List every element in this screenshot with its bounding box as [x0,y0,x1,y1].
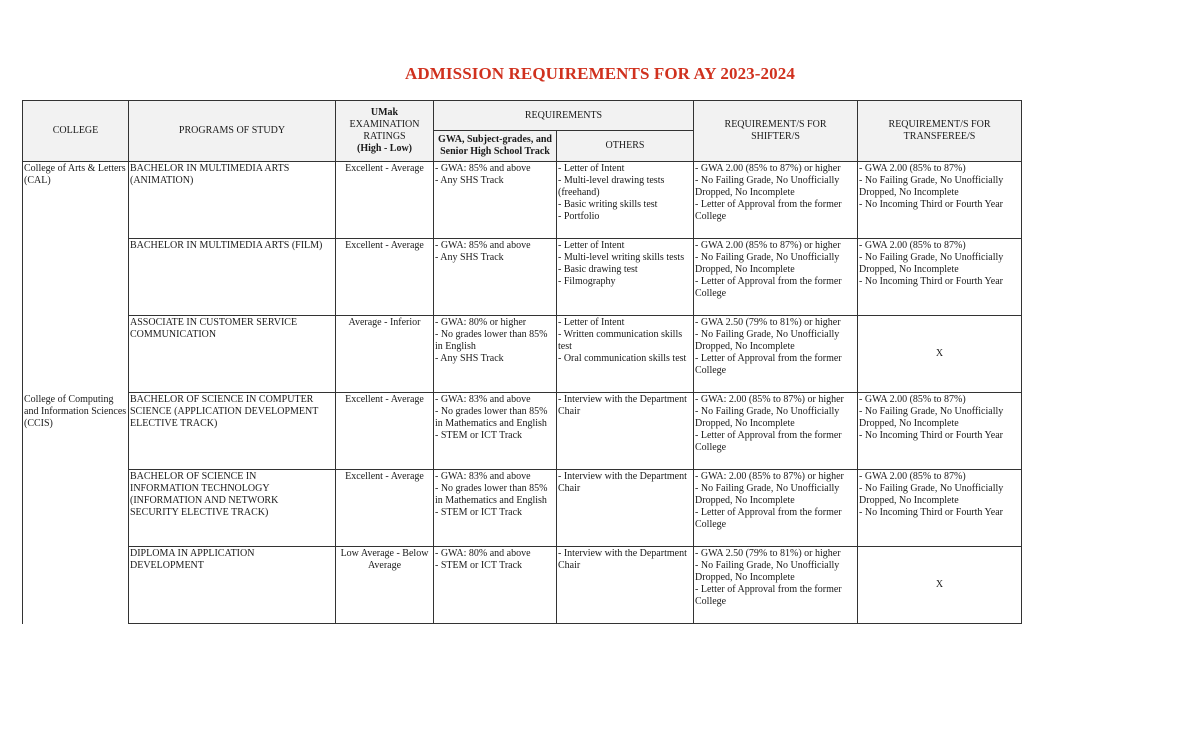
shifter-line: - GWA: 2.00 (85% to 87%) or higher [695,471,844,482]
program-line: DIPLOMA IN APPLICATION [130,548,255,559]
gwa-cell [434,162,557,239]
exam-rating-cell [336,470,434,547]
others-line: - Written communication skills [558,329,683,340]
rating-line: Average [367,560,402,571]
table-row [23,470,1022,547]
transferee-cell [858,316,1022,393]
others-line: - Portfolio [558,211,600,222]
table-row [23,316,1022,393]
shifter-line: Dropped, No Incomplete [695,187,795,198]
shifter-line: Dropped, No Incomplete [695,572,795,583]
program-line: BACHELOR OF SCIENCE IN COMPUTER [130,394,314,405]
shifter-line: College [695,211,727,222]
college-name-line: (CCIS) [24,417,53,429]
header-shifter-line: SHIFTER/S [751,131,800,142]
exam-rating-cell [336,316,434,393]
college-name-line: (CAL) [24,175,51,186]
program-line: COMMUNICATION [130,329,217,340]
transferee-cell [858,239,1022,316]
college-name-line: and Information Sciences [24,405,127,417]
header-exam-line: EXAMINATION [349,119,420,130]
gwa-cell [434,316,557,393]
others-line: - Filmography [558,276,616,287]
program-line: INFORMATION TECHNOLOGY [130,483,270,494]
program-line: SECURITY ELECTIVE TRACK) [130,507,269,518]
gwa-line: - STEM or ICT Track [435,507,523,518]
transferee-line: - No Failing Grade, No Unofficially [859,175,1004,186]
others-cell [557,316,694,393]
shifter-line: Dropped, No Incomplete [695,341,795,352]
gwa-line: - No grades lower than 85% [435,329,548,340]
transferee-line: - No Failing Grade, No Unofficially [859,406,1004,417]
program-line: BACHELOR IN MULTIMEDIA ARTS (FILM) [130,240,323,251]
college-name-line: College of Computing [24,393,114,405]
college-cell [23,239,129,316]
table-row [23,547,1022,624]
shifter-line: Dropped, No Incomplete [695,495,795,506]
transferee-line: - No Failing Grade, No Unofficially [859,252,1004,263]
shifter-line: College [695,365,727,376]
gwa-line: - GWA: 83% and above [435,471,531,482]
rating-line: Excellent - Average [345,394,424,405]
college-cell [23,470,129,547]
college-name-line: College of Arts & Letters [24,163,126,174]
header-exam-ratings [336,101,434,162]
program-line: (ANIMATION) [130,175,194,186]
exam-rating-cell [336,547,434,624]
gwa-cell [434,470,557,547]
shifter-line: College [695,288,727,299]
header-exam-line: (High - Low) [357,143,412,154]
shifter-line: - GWA 2.50 (79% to 81%) or higher [695,548,841,559]
header-gwa-line: Senior High School Track [440,146,550,157]
transferee-cell [858,162,1022,239]
transferee-line: Dropped, No Incomplete [859,418,959,429]
college-cell [23,547,129,624]
gwa-line: - STEM or ICT Track [435,560,523,571]
shifter-line: Dropped, No Incomplete [695,264,795,275]
shifter-cell [694,470,858,547]
shifter-line: - No Failing Grade, No Unofficially [695,329,840,340]
others-cell [557,470,694,547]
gwa-line: - Any SHS Track [435,175,504,186]
admission-requirements-table [22,100,1022,624]
program-cell [129,162,336,239]
header-exam-line: RATINGS [363,131,406,142]
others-line: - Basic writing skills test [558,199,658,210]
header-others: OTHERS [557,131,694,162]
shifter-line: - No Failing Grade, No Unofficially [695,560,840,571]
program-line: SCIENCE (APPLICATION DEVELOPMENT [130,406,319,417]
shifter-line: - Letter of Approval from the former [695,507,842,518]
header-college: COLLEGE [23,101,129,162]
transferee-line: X [935,579,944,590]
rating-line: Average - Inferior [348,317,421,328]
shifter-cell [694,316,858,393]
rating-line: Excellent - Average [345,471,424,482]
exam-rating-cell [336,162,434,239]
transferee-line: - GWA 2.00 (85% to 87%) [859,471,966,482]
shifter-line: - GWA 2.00 (85% to 87%) or higher [695,240,841,251]
others-line: Chair [558,406,581,417]
program-line: ASSOCIATE IN CUSTOMER SERVICE [130,317,298,328]
shifter-line: - No Failing Grade, No Unofficially [695,483,840,494]
gwa-line: - Any SHS Track [435,353,504,364]
others-cell [557,162,694,239]
header-requirements: REQUIREMENTS [434,101,694,131]
others-line: - Letter of Intent [558,163,625,174]
transferee-line: - GWA 2.00 (85% to 87%) [859,163,966,174]
college-cell [23,393,129,470]
gwa-line: - GWA: 80% or higher [435,317,527,328]
transferee-line: Dropped, No Incomplete [859,187,959,198]
others-line: - Multi-level drawing tests [558,175,665,186]
header-gwa [434,131,557,162]
transferee-line: - No Incoming Third or Fourth Year [859,199,1003,210]
others-cell [557,239,694,316]
transferee-line: Dropped, No Incomplete [859,495,959,506]
shifter-line: - Letter of Approval from the former [695,276,842,287]
others-cell [557,393,694,470]
gwa-line: - No grades lower than 85% [435,406,548,417]
rating-line: Excellent - Average [345,163,424,174]
others-line: - Interview with the Department [558,471,687,482]
shifter-line: - No Failing Grade, No Unofficially [695,175,840,186]
shifter-cell [694,162,858,239]
header-exam-line: UMak [370,107,399,118]
header-programs-of-study: PROGRAMS OF STUDY [129,101,336,162]
others-line: - Interview with the Department [558,394,687,405]
others-line: Chair [558,483,581,494]
gwa-line: - GWA: 85% and above [435,240,531,251]
program-cell [129,547,336,624]
shifter-line: - No Failing Grade, No Unofficially [695,252,840,263]
shifter-cell [694,239,858,316]
others-line: - Oral communication skills test [558,353,687,364]
transferee-cell [858,547,1022,624]
shifter-line: Dropped, No Incomplete [695,418,795,429]
program-cell [129,316,336,393]
rating-line: Low Average - Below [340,548,429,559]
shifter-line: - GWA: 2.00 (85% to 87%) or higher [695,394,844,405]
program-cell [129,470,336,547]
transferee-line: - GWA 2.00 (85% to 87%) [859,240,966,251]
shifter-cell [694,393,858,470]
program-cell [129,239,336,316]
table-row [23,162,1022,239]
header-shifter-line: REQUIREMENT/S FOR [724,119,827,130]
page-title: ADMISSION REQUIREMENTS FOR AY 2023-2024 [405,64,795,83]
others-line: - Letter of Intent [558,240,625,251]
header-gwa-line: GWA, Subject-grades, and [438,134,552,145]
program-line: BACHELOR IN MULTIMEDIA ARTS [130,163,290,174]
gwa-cell [434,547,557,624]
college-cell [23,162,129,239]
others-line: - Multi-level writing skills tests [558,252,685,263]
gwa-line: in Mathematics and English [435,495,547,506]
shifter-line: - No Failing Grade, No Unofficially [695,406,840,417]
shifter-line: - Letter of Approval from the former [695,353,842,364]
shifter-line: - Letter of Approval from the former [695,199,842,210]
program-line: BACHELOR OF SCIENCE IN [130,471,257,482]
shifter-line: College [695,442,727,453]
shifter-line: - Letter of Approval from the former [695,584,842,595]
transferee-line: - No Incoming Third or Fourth Year [859,276,1003,287]
gwa-line: - GWA: 85% and above [435,163,531,174]
gwa-line: in English [435,341,476,352]
transferee-line: - No Incoming Third or Fourth Year [859,430,1003,441]
gwa-cell [434,393,557,470]
program-line: DEVELOPMENT [130,560,204,571]
transferee-line: X [935,348,944,359]
others-cell [557,547,694,624]
transferee-line: - No Failing Grade, No Unofficially [859,483,1004,494]
others-line: test [558,341,572,352]
gwa-line: - GWA: 83% and above [435,394,531,405]
others-line: (freehand) [558,187,600,198]
transferee-cell [858,393,1022,470]
table-row [23,393,1022,470]
others-line: - Basic drawing test [558,264,638,275]
program-line: ELECTIVE TRACK) [130,418,218,429]
gwa-cell [434,239,557,316]
gwa-line: - STEM or ICT Track [435,430,523,441]
gwa-line: - No grades lower than 85% [435,483,548,494]
college-cell [23,316,129,393]
header-transferee-line: REQUIREMENT/S FOR [888,119,991,130]
gwa-line: - GWA: 80% and above [435,548,531,559]
rating-line: Excellent - Average [345,240,424,251]
header-shifter [694,101,858,162]
gwa-line: - Any SHS Track [435,252,504,263]
transferee-line: Dropped, No Incomplete [859,264,959,275]
others-line: - Interview with the Department [558,548,687,559]
transferee-line: - No Incoming Third or Fourth Year [859,507,1003,518]
transferee-cell [858,470,1022,547]
table-row [23,239,1022,316]
others-line: - Letter of Intent [558,317,625,328]
transferee-line: - GWA 2.00 (85% to 87%) [859,394,966,405]
shifter-line: - Letter of Approval from the former [695,430,842,441]
exam-rating-cell [336,393,434,470]
gwa-line: in Mathematics and English [435,418,547,429]
header-transferee [858,101,1022,162]
header-transferee-line: TRANSFEREE/S [903,131,976,142]
exam-rating-cell [336,239,434,316]
others-line: Chair [558,560,581,571]
shifter-line: College [695,596,727,607]
shifter-line: College [695,519,727,530]
shifter-cell [694,547,858,624]
shifter-line: - GWA 2.50 (79% to 81%) or higher [695,317,841,328]
program-line: (INFORMATION AND NETWORK [130,495,279,506]
shifter-line: - GWA 2.00 (85% to 87%) or higher [695,163,841,174]
program-cell [129,393,336,470]
